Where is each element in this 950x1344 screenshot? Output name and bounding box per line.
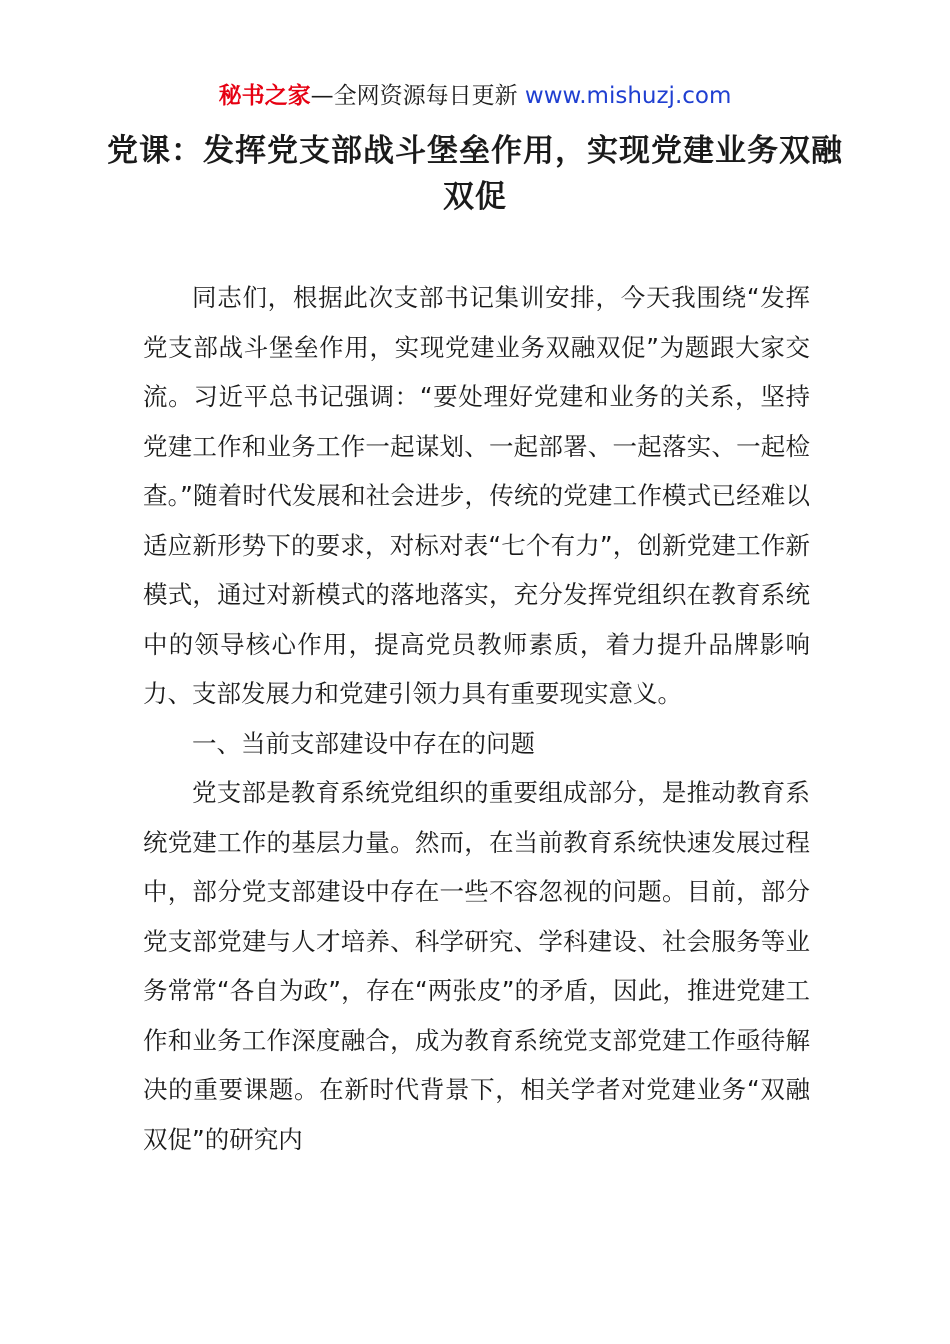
body-paragraph: 党支部是教育系统党组织的重要组成部分，是推动教育系统党建工作的基层力量。然而，在当前教育系统快速发展过程中，部分党支部建设中存在一些不容忽视的问题。目前，部分党支部党建与人才培养、科学研究、学科建设、社会服务等业务常常“各自为政”，存在“两张皮”的矛盾，因此，推进党建工作和业务工作深度融合，成为教育系统党支部党建工作亟待解决的重要课题。在新时代背景下，相关学者对党建业务“双融双促”的研究内 xyxy=(143,778,810,1154)
body-paragraph: 同志们，根据此次支部书记集训安排，今天我围绕“发挥党支部战斗堡垒作用，实现党建业务双融双促”为题跟大家交流。习近平总书记强调：“要处理好党建和业务的关系，坚持党建工作和业务工作一起谋划、一起部署、一起落实、一起检查。”随着时代发展和社会进步，传统的党建工作模式已经难以适应新形势下的要求，对标对表“七个有力”，创新党建工作新模式，通过对新模式的落地落实，充分发挥党组织在教育系统中的领导核心作用，提高党员教师素质，着力提升品牌影响力、支部发展力和党建引领力具有重要现实意义。 xyxy=(143,283,810,708)
site-url-link[interactable]: www.mishuzj.com xyxy=(524,83,732,109)
section-heading: 一、当前支部建设中存在的问题 xyxy=(192,728,535,758)
header-separator: — xyxy=(310,83,334,109)
header-tagline: 全网资源每日更新 xyxy=(333,83,525,109)
document-body xyxy=(143,273,810,1164)
site-brand: 秘书之家 xyxy=(218,83,311,109)
document-title: 党课：发挥党支部战斗堡垒作用，实现党建业务双融双促 xyxy=(107,133,843,215)
site-header xyxy=(0,80,950,112)
